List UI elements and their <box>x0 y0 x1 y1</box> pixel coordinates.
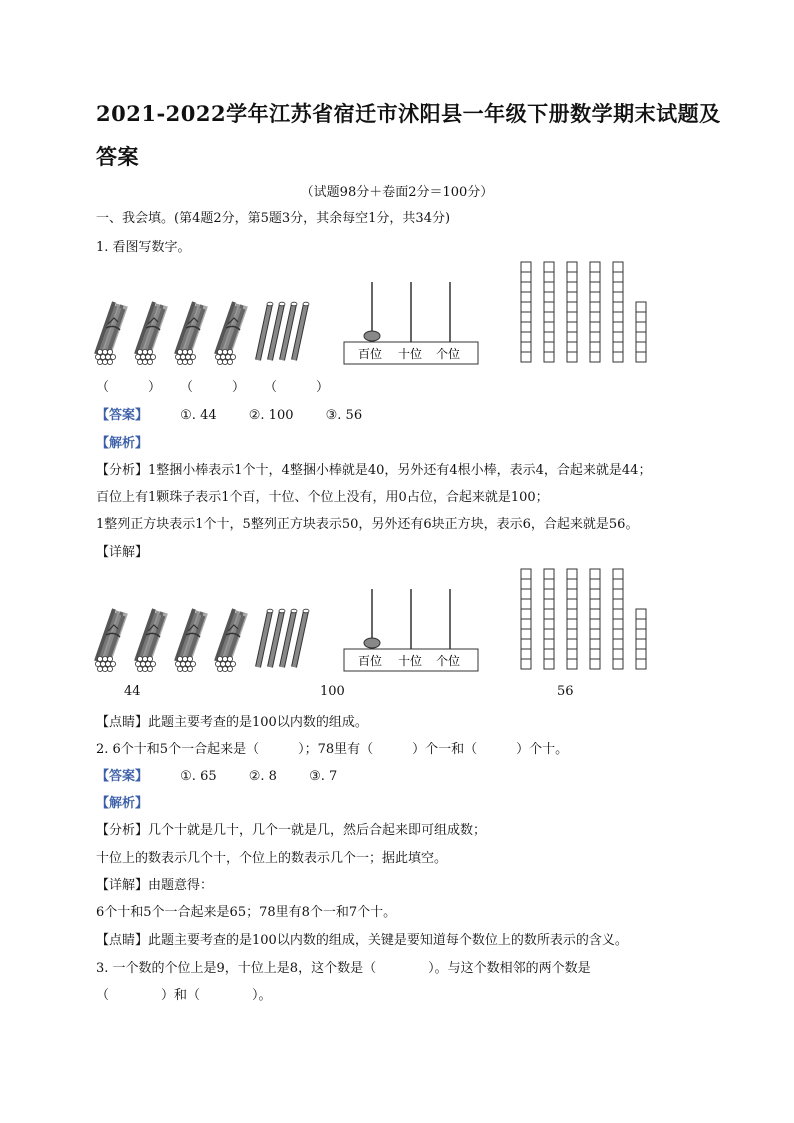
document-title-line2: 答案 <box>96 144 139 169</box>
abacus-label-tens: 十位 <box>398 347 423 361</box>
answer-blank-1[interactable]: （ ） <box>96 380 162 395</box>
question-2-stem: 2. 6个十和5个一合起来是（ ）；78里有（ ）个一和（ ）个十。 <box>96 742 569 757</box>
detail-tag: 【详解】 <box>96 878 149 893</box>
q1-fenxi-line-3: 1整列正方块表示1个十，5整列正方块表示50，另外还有6块正方块，表示6，合起来就是56。 <box>96 517 639 532</box>
figure-value-blocks: 56 <box>557 684 574 699</box>
score-subtitle: （试题98分＋卷面2分＝100分） <box>300 185 494 200</box>
question-3-stem-line2: （ ）和（ ）。 <box>96 988 272 1003</box>
answer-item: ①. 44 <box>180 408 217 423</box>
abacus-label-hundreds: 百位 <box>358 347 383 361</box>
q2-answer <box>96 765 337 784</box>
question-1-figure <box>94 256 664 372</box>
detail-tag: 【详解】 <box>96 545 149 560</box>
place-value-figure-detail <box>94 563 664 675</box>
abacus-label-ones: 个位 <box>436 347 461 361</box>
answer-tag: 【答案】 <box>96 769 149 784</box>
fenxi-tag: 【分析】 <box>96 823 149 838</box>
q2-dianjing: 【点睛】此题主要考查的是100以内数的组成，关键是要知道每个数位上的数所表示的含义。 <box>96 933 628 948</box>
dianjing-tag: 【点睛】 <box>96 715 149 730</box>
dianjing-tag: 【点睛】 <box>96 933 149 948</box>
place-value-figure <box>94 256 664 368</box>
q2-xiangjie: 【详解】由题意得： <box>96 878 214 893</box>
q1-fenxi-line-2: 百位上有1颗珠子表示1个百，十位、个位上没有，用0占位，合起来就是100； <box>96 490 549 505</box>
q1-dianjing: 【点睛】此题主要考查的是100以内数的组成。 <box>96 715 368 730</box>
fenxi-tag: 【分析】 <box>96 463 149 478</box>
q1-answer <box>96 404 362 423</box>
answer-item: ②. 100 <box>248 408 294 423</box>
answer-blank-2[interactable]: （ ） <box>180 380 246 395</box>
square-blocks <box>521 262 646 362</box>
answer-item: ③. 7 <box>309 769 338 784</box>
answer-blank-3[interactable]: （ ） <box>264 380 330 395</box>
svg-text:个位: 个位 <box>436 654 461 668</box>
section-heading: 一、我会填。(第4题2分，第5题3分，其余每空1分，共34分) <box>96 211 451 226</box>
answer-item: ①. 65 <box>180 769 217 784</box>
figure-value-sticks: 44 <box>124 684 141 699</box>
answer-item: ②. 8 <box>248 769 277 784</box>
answer-tag: 【答案】 <box>96 408 149 423</box>
q1-fenxi-line-1: 【分析】1整捆小棒表示1个十，4整捆小棒就是40，另外还有4根小棒，表示4，合起来就是44； <box>96 463 652 478</box>
detail-figure <box>94 563 664 679</box>
q2-fenxi-line-2: 十位上的数表示几个十，个位上的数表示几个一；据此填空。 <box>96 851 448 866</box>
answer-item: ③. 56 <box>325 408 363 423</box>
abacus <box>344 282 478 364</box>
loose-sticks <box>258 302 309 360</box>
svg-text:十位: 十位 <box>398 654 423 668</box>
stick-bundles <box>95 302 246 365</box>
q2-xiangjie-line: 6个十和5个一合起来是65；78里有8个一和7个十。 <box>96 905 397 920</box>
figure-value-abacus: 100 <box>320 684 345 699</box>
question-3-stem: 3. 一个数的个位上是9，十位上是8，这个数是（ ）。与这个数相邻的两个数是 <box>96 961 591 976</box>
analysis-tag: 【解析】 <box>96 796 149 811</box>
analysis-tag: 【解析】 <box>96 436 149 451</box>
svg-text:百位: 百位 <box>358 654 383 668</box>
document-title-line1: 2021-2022学年江苏省宿迁市沭阳县一年级下册数学期末试题及 <box>96 101 721 126</box>
question-1-stem: 1. 看图写数字。 <box>96 240 191 255</box>
q2-fenxi-line-1: 【分析】几个十就是几十，几个一就是几，然后合起来即可组成数； <box>96 823 487 838</box>
